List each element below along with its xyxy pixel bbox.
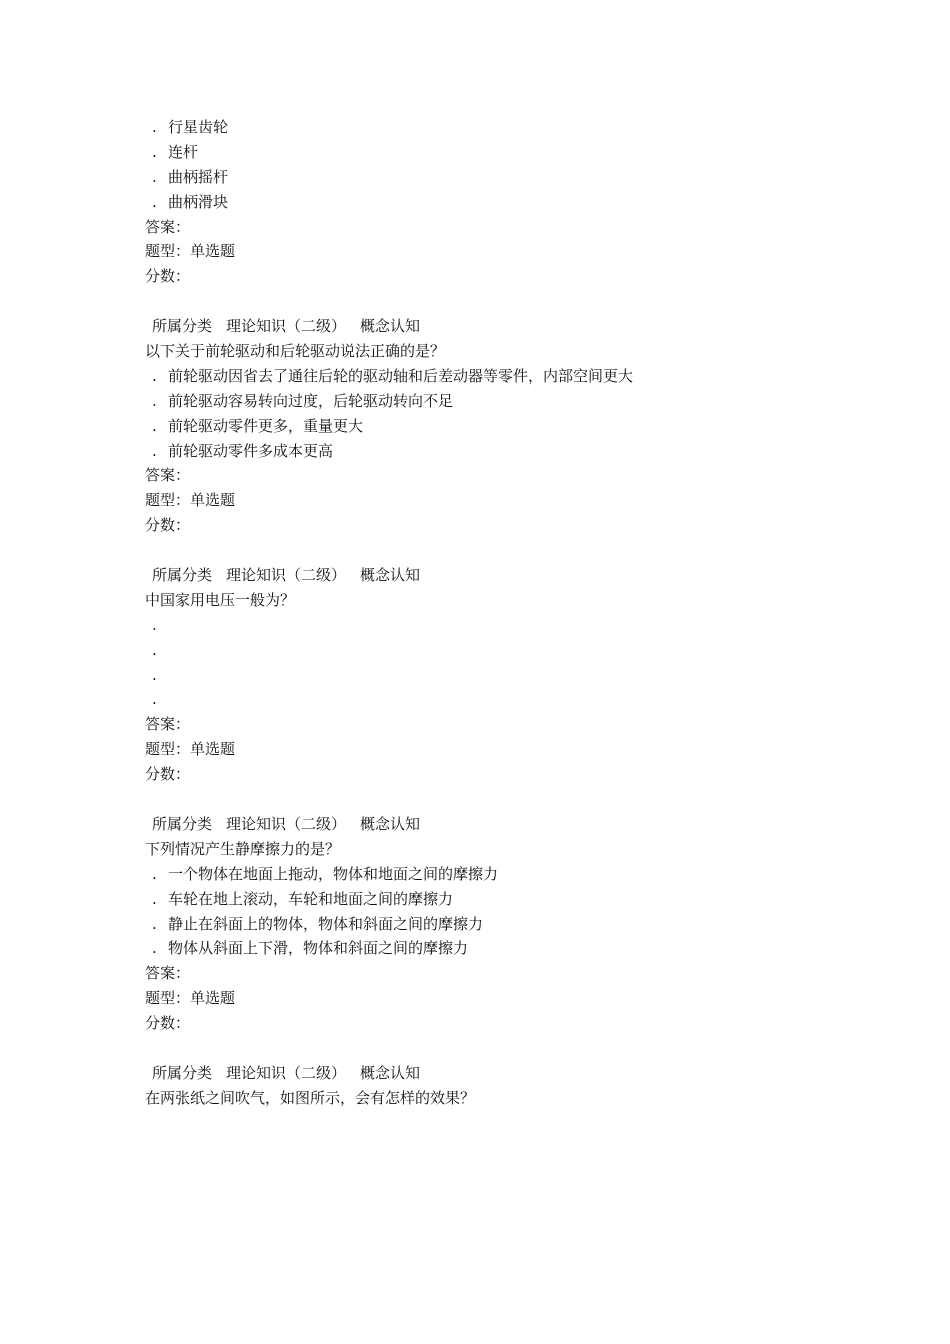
question-type <box>145 239 865 264</box>
option-a <box>145 115 865 140</box>
type-label: 题型： <box>145 989 191 1008</box>
category-prefix: 所属分类 <box>152 566 213 585</box>
spacer <box>145 289 865 314</box>
question-text: 在两张纸之间吹气，如图所示，会有怎样的效果？ <box>145 1088 476 1107</box>
option-a <box>145 613 865 638</box>
option-text: 前轮驱动零件多成本更高 <box>168 441 334 460</box>
option-c <box>145 663 865 688</box>
question-text: 下列情况产生静摩擦力的是？ <box>145 839 341 858</box>
option-c <box>145 912 865 937</box>
category-prefix: 所属分类 <box>152 814 213 833</box>
question-block-4 <box>145 1061 865 1111</box>
option-c <box>145 165 865 190</box>
option-a <box>145 364 865 389</box>
score-label: 分数： <box>145 516 191 535</box>
option-text: 曲柄摇杆 <box>168 167 229 186</box>
option-marker: . <box>152 441 157 460</box>
answer-label: 答案： <box>145 466 191 485</box>
answer-label: 答案： <box>145 217 191 236</box>
answer-label: 答案： <box>145 964 191 983</box>
option-b <box>145 887 865 912</box>
question-text: 中国家用电压一般为？ <box>145 590 296 609</box>
question-block-2 <box>145 563 865 787</box>
category-line <box>145 1061 865 1086</box>
option-text: 行星齿轮 <box>168 118 229 136</box>
option-marker: . <box>152 366 157 385</box>
score-label: 分数： <box>145 1014 191 1033</box>
option-marker: . <box>152 640 157 659</box>
option-text: 物体从斜面上下滑，物体和斜面之间的摩擦力 <box>168 939 469 958</box>
category-level: 理论知识（二级） <box>226 814 347 833</box>
option-marker: . <box>152 142 157 161</box>
option-marker: . <box>152 864 157 883</box>
category-line <box>145 314 865 339</box>
option-marker: . <box>152 167 157 186</box>
option-marker: . <box>152 615 157 634</box>
option-c <box>145 414 865 439</box>
category-level: 理论知识（二级） <box>226 566 347 585</box>
category-prefix: 所属分类 <box>152 317 213 336</box>
question-block-0 <box>145 115 865 289</box>
category-line <box>145 563 865 588</box>
option-marker: . <box>152 416 157 435</box>
option-marker: . <box>152 939 157 958</box>
option-marker: . <box>152 914 157 933</box>
option-d <box>145 439 865 464</box>
option-text: 曲柄滑块 <box>168 192 229 211</box>
type-value: 单选题 <box>190 740 236 759</box>
option-text: 连杆 <box>168 142 199 161</box>
question-type <box>145 986 865 1011</box>
document-page <box>145 115 865 1111</box>
category-prefix: 所属分类 <box>152 1063 213 1082</box>
option-text: 静止在斜面上的物体，物体和斜面之间的摩擦力 <box>168 914 484 933</box>
type-label: 题型： <box>145 491 191 510</box>
spacer <box>145 1036 865 1061</box>
category-topic: 概念认知 <box>360 814 421 833</box>
option-marker: . <box>152 665 157 684</box>
option-b <box>145 389 865 414</box>
type-value: 单选题 <box>190 491 236 510</box>
type-value: 单选题 <box>190 989 236 1008</box>
option-marker: . <box>152 118 157 136</box>
type-label: 题型： <box>145 740 191 759</box>
category-topic: 概念认知 <box>360 317 421 336</box>
option-text: 前轮驱动因省去了通往后轮的驱动轴和后差动器等零件，内部空间更大 <box>168 366 634 385</box>
option-b <box>145 638 865 663</box>
option-marker: . <box>152 192 157 211</box>
spacer <box>145 538 865 563</box>
score-label: 分数： <box>145 765 191 784</box>
category-line <box>145 812 865 837</box>
option-text: 车轮在地上滚动，车轮和地面之间的摩擦力 <box>168 889 454 908</box>
option-d <box>145 190 865 215</box>
category-topic: 概念认知 <box>360 1063 421 1082</box>
question-block-3 <box>145 812 865 1036</box>
question-type <box>145 488 865 513</box>
type-label: 题型： <box>145 242 191 261</box>
option-marker: . <box>152 690 157 709</box>
option-d <box>145 687 865 712</box>
question-block-1 <box>145 314 865 538</box>
option-d <box>145 936 865 961</box>
answer-label: 答案： <box>145 715 191 734</box>
option-text: 前轮驱动零件更多，重量更大 <box>168 416 364 435</box>
type-value: 单选题 <box>190 242 236 261</box>
option-marker: . <box>152 889 157 908</box>
score-label: 分数： <box>145 267 191 286</box>
option-marker: . <box>152 391 157 410</box>
spacer <box>145 787 865 812</box>
option-a <box>145 862 865 887</box>
question-text: 以下关于前轮驱动和后轮驱动说法正确的是？ <box>145 342 446 361</box>
category-level: 理论知识（二级） <box>226 1063 347 1082</box>
question-type <box>145 737 865 762</box>
option-text: 一个物体在地面上拖动，物体和地面之间的摩擦力 <box>168 864 499 883</box>
option-text: 前轮驱动容易转向过度，后轮驱动转向不足 <box>168 391 454 410</box>
category-level: 理论知识（二级） <box>226 317 347 336</box>
option-b <box>145 140 865 165</box>
category-topic: 概念认知 <box>360 566 421 585</box>
